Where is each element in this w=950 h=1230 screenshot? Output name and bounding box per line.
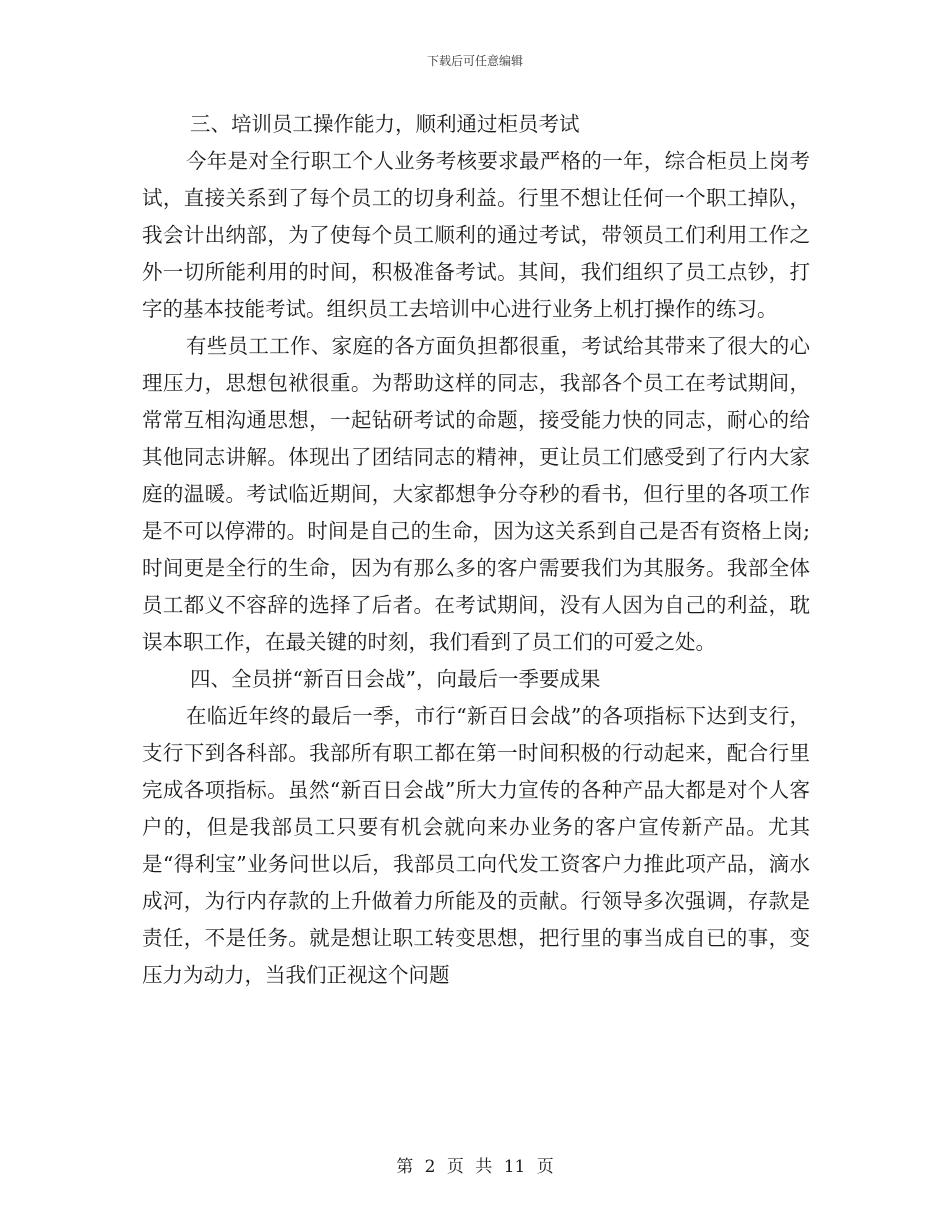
section-heading-3: 三、培训员工操作能力，顺利通过柜员考试 <box>190 112 580 136</box>
body-paragraph: 在临近年终的最后一季，市行“新百日会战”的各项指标下达到支行，支行下到各科部。我部所有职工都在第一时间积极的行动起来，配合行里完成各项指标。虽然“新百日会战”所大力宣传的各种产品大都是对个人客户的，但是我部员工只要有机会就向来办业务的客户宣传新产品。尤其是“得利宝”业务问世以后，我部员工向代发工资客户力推此项产品，滴水成河，为行内存款的上升做着力所能及的贡献。行领导多次强调，存款是责任，不是任务。就是想让职工转变思想，把行里的事当成自已的事，变压力为动力，当我们正视这个问题 <box>142 704 810 987</box>
body-paragraph: 今年是对全行职工个人业务考核要求最严格的一年，综合柜员上岗考试，直接关系到了每个员工的切身利益。行里不想让任何一个职工掉队，我会计出纳部，为了使每个员工顺利的通过考试，带领员工们利用工作之外一切所能利用的时间，积极准备考试。其间，我们组织了员工点钞，打字的基本技能考试。组织员工去培训中心进行业务上机打操作的练习。 <box>142 149 810 321</box>
page-number-footer: 第 2 页 共 11 页 <box>396 1157 554 1177</box>
document-body <box>142 106 810 994</box>
body-paragraph: 有些员工工作、家庭的各方面负担都很重，考试给其带来了很大的心理压力，思想包袱很重。为帮助这样的同志，我部各个员工在考试期间，常常互相沟通思想，一起钻研考试的命题，接受能力快的同志，耐心的给其他同志讲解。体现出了团结同志的精神，更让员工们感受到了行内大家庭的温暖。考试临近期间，大家都想争分夺秒的看书，但行里的各项工作是不可以停滞的。时间是自己的生命，因为这关系到自己是否有资格上岗;时间更是全行的生命，因为有那么多的客户需要我们为其服务。我部全体员工都义不容辞的选择了后者。在考试期间，没有人因为自己的利益，耽误本职工作，在最关键的时刻，我们看到了员工们的可爱之处。 <box>142 334 810 654</box>
page-header: 下载后可任意编辑 <box>426 54 523 68</box>
section-heading-4: 四、全员拼“新百日会战”，向最后一季要成果 <box>190 667 601 691</box>
